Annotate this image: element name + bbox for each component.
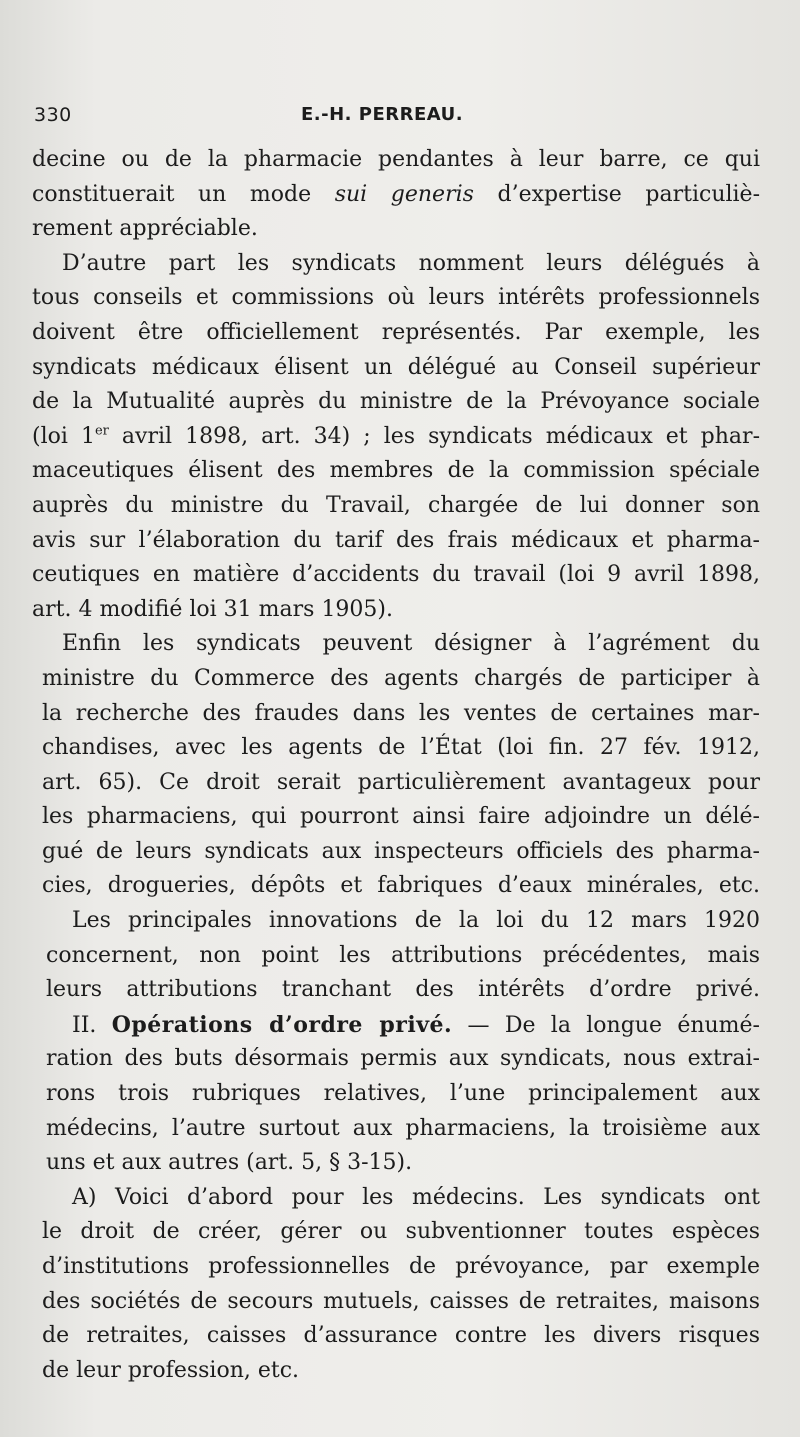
text-line: maceutiques élisent des membres de la commission spéciale <box>32 458 760 484</box>
text-line: concernent, non point les attributions précédentes, mais <box>46 942 760 968</box>
section-heading: Opérations d’ordre privé. <box>111 1011 453 1038</box>
text-run: — De la longue énumé- <box>452 1012 760 1038</box>
text-line: médecins, l’autre surtout aux pharmaciens, la troisième aux <box>46 1115 760 1141</box>
text-line: d’institutions professionnelles de prévoyance, par exemple <box>42 1254 760 1279</box>
text-line: decine ou de la pharmacie pendantes à leur barre, ce qui <box>32 147 760 172</box>
text-line: ministre du Commerce des agents chargés de participer à <box>42 665 760 691</box>
text-line: le droit de créer, gérer ou subventionner toutes espèces <box>42 1219 760 1245</box>
running-head: E.-H. PERREAU. <box>301 104 464 125</box>
section-number: II. <box>72 1012 112 1038</box>
text-line: Les principales innovations de la loi du 12 mars 1920 <box>72 908 760 934</box>
page-header <box>34 104 760 134</box>
text-line: A) Voici d’abord pour les médecins. Les syndicats ont <box>72 1184 760 1210</box>
text-line: ration des buts désormais permis aux syndicats, nous extrai- <box>46 1046 760 1072</box>
text-line: syndicats médicaux élisent un délégué au Conseil supérieur <box>32 354 760 380</box>
text-line: auprès du ministre du Travail, chargée de lui donner son <box>32 492 760 518</box>
page-number: 330 <box>34 104 72 126</box>
text-line: de leur profession, etc. <box>42 1357 300 1383</box>
text-line: ceutiques en matière d’accidents du travail (loi 9 avril 1898, <box>32 562 760 588</box>
text-line <box>32 178 760 213</box>
text-line: de retraites, caisses d’assurance contre les divers risques <box>42 1323 760 1349</box>
text-line: doivent être officiellement représentés. Par exemple, les <box>32 319 760 345</box>
text-line: rons trois rubriques relatives, l’une principalement aux <box>46 1081 760 1107</box>
text-line: D’autre part les syndicats nomment leurs délégués à <box>62 250 760 276</box>
text-line: art. 65). Ce droit serait particulièrement avantageux pour <box>42 769 760 795</box>
text-line: avis sur l’élaboration du tarif des frais médicaux et pharma- <box>32 527 760 553</box>
text-line: gué de leurs syndicats aux inspecteurs officiels des pharma- <box>42 838 760 864</box>
text-line: des sociétés de secours mutuels, caisses de retraites, maisons <box>42 1288 760 1314</box>
page-body <box>32 143 760 1388</box>
text-line: rement appréciable. <box>32 216 258 242</box>
text-line: chandises, avec les agents de l’État (loi fin. 27 fév. 1912, <box>42 735 760 761</box>
text-line: tous conseils et commissions où leurs intérêts professionnels <box>32 285 760 311</box>
text-line: Enfin les syndicats peuvent désigner à l’agrément du <box>62 631 760 657</box>
text-line: de la Mutualité auprès du ministre de la Prévoyance sociale <box>32 389 760 415</box>
text-run: avril 1898, art. 34) ; les syndicats médicaux et phar- <box>108 423 761 449</box>
text-line <box>32 420 760 455</box>
text-run: (loi 1 <box>32 423 95 449</box>
text-line: art. 4 modifié loi 31 mars 1905). <box>32 596 394 622</box>
text-run: d’expertise particuliè- <box>473 181 761 207</box>
superscript: er <box>94 423 109 439</box>
text-run: constituerait un mode <box>32 181 335 207</box>
italic-term: sui generis <box>334 181 474 207</box>
text-line: cies, drogueries, dépôts et fabriques d’eaux minérales, etc. <box>42 873 760 899</box>
text-line: uns et aux autres (art. 5, § 3-15). <box>46 1150 413 1176</box>
text-line: leurs attributions tranchant des intérêts d’ordre privé. <box>46 977 760 1003</box>
text-line: la recherche des fraudes dans les ventes de certaines mar- <box>42 700 760 726</box>
text-line: les pharmaciens, qui pourront ainsi faire adjoindre un délé- <box>42 804 760 830</box>
text-line <box>32 1008 760 1043</box>
